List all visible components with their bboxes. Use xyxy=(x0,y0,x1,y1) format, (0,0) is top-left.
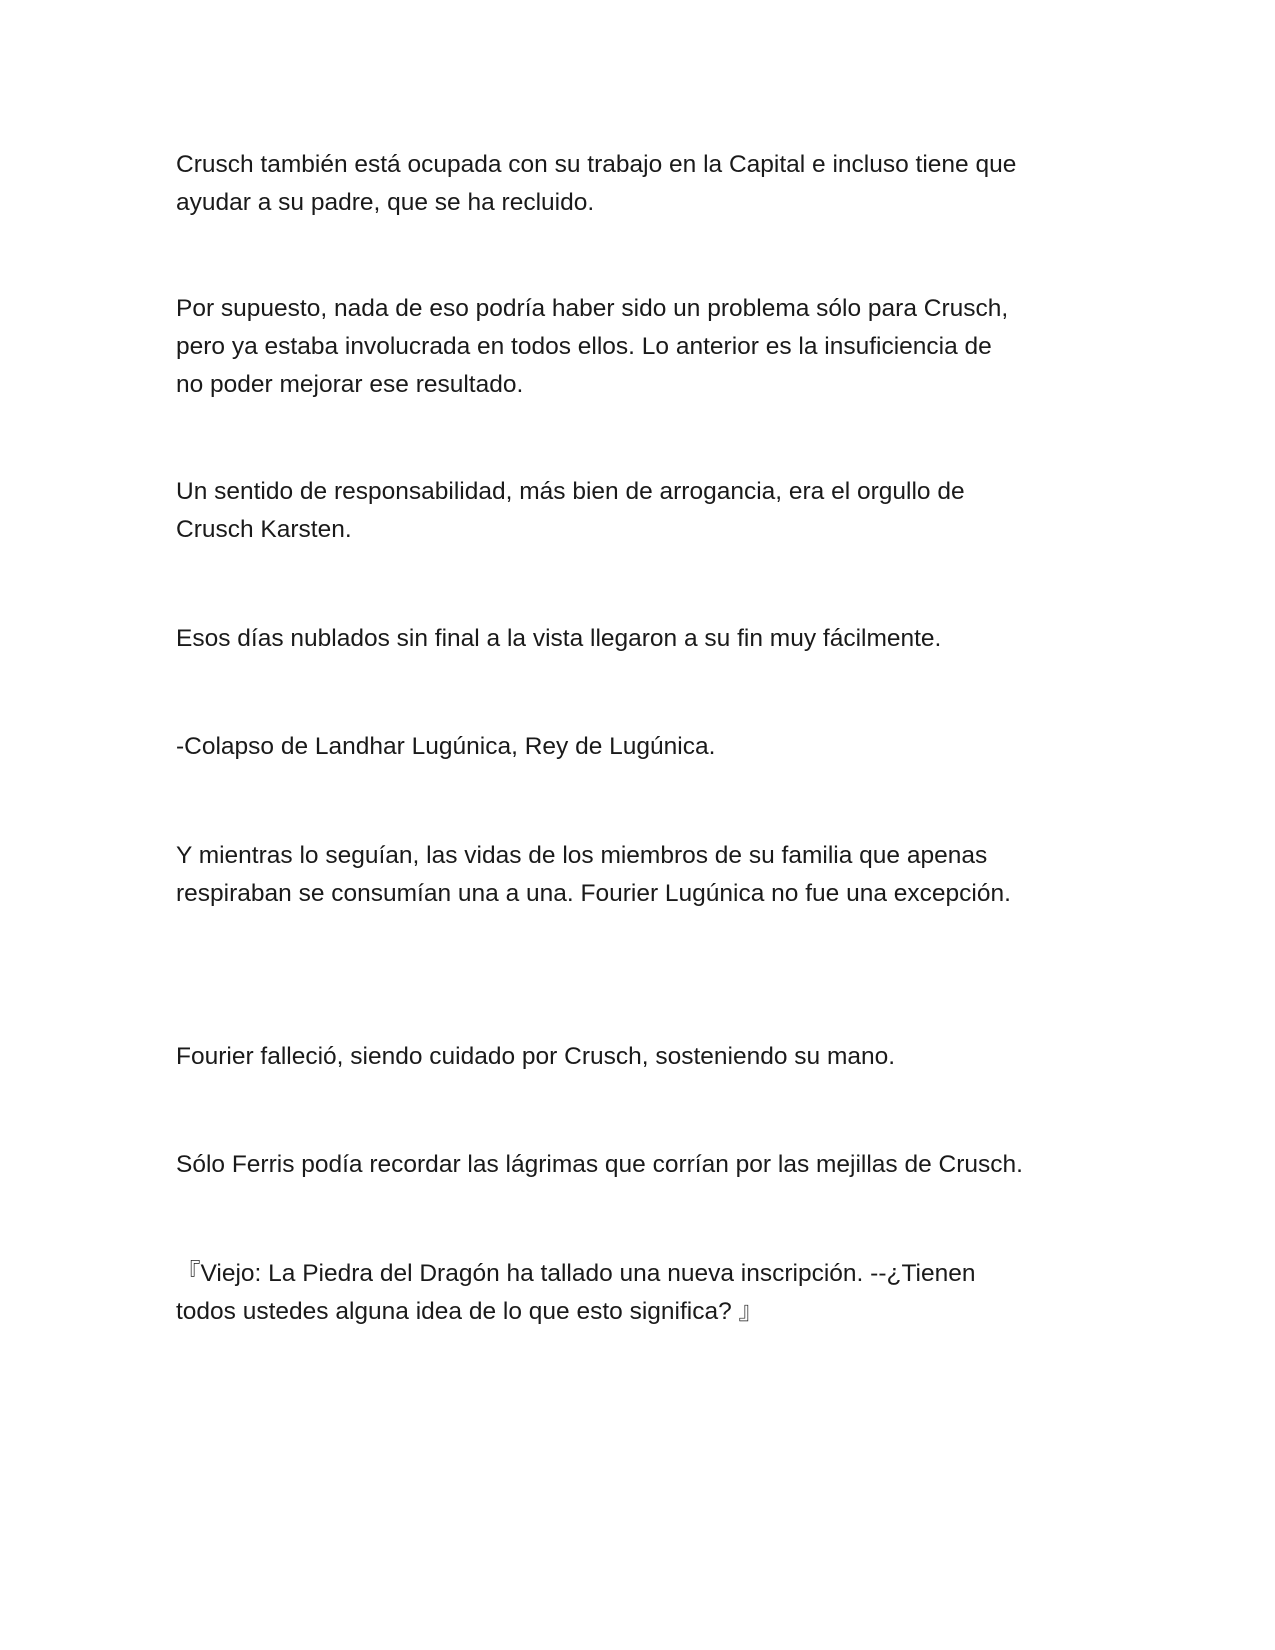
paragraph-1 xyxy=(176,146,1106,222)
paragraph-line: todos ustedes alguna idea de lo que esto significa? 』 xyxy=(176,1298,764,1325)
paragraph-line: no poder mejorar ese resultado. xyxy=(176,371,524,398)
paragraph-2 xyxy=(176,290,1106,404)
paragraph-line: Por supuesto, nada de eso podría haber sido un problema sólo para Crusch, xyxy=(176,295,1009,322)
paragraph-6 xyxy=(176,837,1106,913)
paragraph-5 xyxy=(176,728,1106,766)
paragraph-9 xyxy=(176,1255,1106,1331)
paragraph-line: pero ya estaba involucrada en todos ellos. Lo anterior es la insuficiencia de xyxy=(176,333,992,360)
paragraph-line: Sólo Ferris podía recordar las lágrimas que corrían por las mejillas de Crusch. xyxy=(176,1151,1023,1178)
paragraph-line: ayudar a su padre, que se ha recluido. xyxy=(176,189,595,216)
paragraph-line: Y mientras lo seguían, las vidas de los miembros de su familia que apenas xyxy=(176,842,988,869)
paragraph-line: Esos días nublados sin final a la vista llegaron a su fin muy fácilmente. xyxy=(176,625,942,652)
paragraph-line: Crusch Karsten. xyxy=(176,516,352,543)
paragraph-line: -Colapso de Landhar Lugúnica, Rey de Lugúnica. xyxy=(176,733,716,760)
paragraph-line: respiraban se consumían una a una. Fourier Lugúnica no fue una excepción. xyxy=(176,880,1011,907)
paragraph-line: Fourier falleció, siendo cuidado por Crusch, sosteniendo su mano. xyxy=(176,1043,896,1070)
paragraph-line: Crusch también está ocupada con su trabajo en la Capital e incluso tiene que xyxy=(176,151,1017,178)
paragraph-8 xyxy=(176,1146,1106,1184)
paragraph-line: 『Viejo: La Piedra del Dragón ha tallado una nueva inscripción. --¿Tienen xyxy=(176,1260,976,1287)
paragraph-line: Un sentido de responsabilidad, más bien de arrogancia, era el orgullo de xyxy=(176,478,965,505)
paragraph-3 xyxy=(176,473,1106,549)
paragraph-4 xyxy=(176,620,1106,658)
paragraph-7 xyxy=(176,1038,1106,1076)
